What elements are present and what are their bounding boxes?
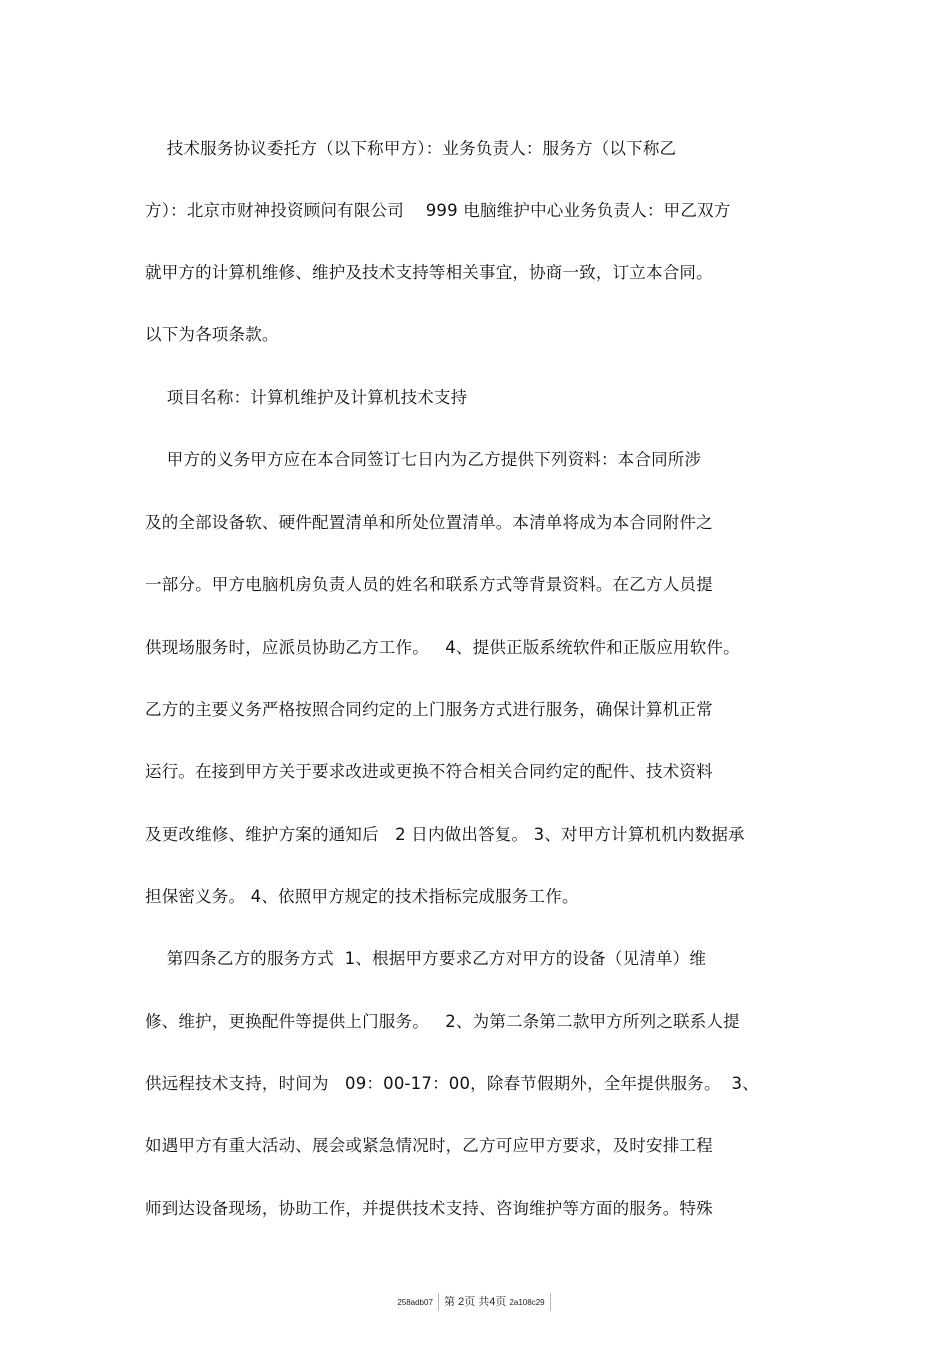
text-line: 担保密义务。 4、依照甲方规定的技术指标完成服务工作。: [145, 887, 579, 906]
page-number: 第 2页 共4页: [444, 1296, 507, 1308]
text-line: 供远程技术支持，时间为 09：00-17：00，除春节假期外，全年提供服务。 3、: [145, 1074, 759, 1093]
footer-left-code: 258adb07: [397, 1298, 433, 1307]
text-line: 及的全部设备软、硬件配置清单和所处位置清单。本清单将成为本合同附件之: [145, 513, 713, 532]
text-line: 甲方的义务甲方应在本合同签订七日内为乙方提供下列资料：本合同所涉: [145, 450, 702, 469]
text-line: 项目名称：计算机维护及计算机技术支持: [145, 388, 468, 407]
text-line: 就甲方的计算机维修、维护及技术支持等相关事宜，协商一致，订立本合同。: [145, 263, 713, 282]
footer-divider: [438, 1293, 439, 1311]
text-line: 一部分。甲方电脑机房负责人员的姓名和联系方式等背景资料。在乙方人员提: [145, 575, 713, 594]
text-line: 乙方的主要义务严格按照合同约定的上门服务方式进行服务，确保计算机正常: [145, 700, 713, 719]
text-line: 供现场服务时，应派员协助乙方工作。 4、提供正版系统软件和正版应用软件。: [145, 638, 740, 657]
text-line: 以下为各项条款。: [145, 325, 279, 344]
text-line: 方）：北京市财神投资顾问有限公司 999 电脑维护中心业务负责人：甲乙双方: [145, 201, 731, 220]
text-line: 及更改维修、维护方案的通知后 2 日内做出答复。 3、对甲方计算机机内数据承: [145, 825, 745, 844]
text-line: 技术服务协议委托方（以下称甲方）：业务负责人：服务方（以下称乙: [145, 139, 677, 158]
text-line: 修、维护，更换配件等提供上门服务。 2、为第二条第二款甲方所列之联系人提: [145, 1012, 740, 1031]
text-line: 运行。在接到甲方关于要求改进或更换不符合相关合同约定的配件、技术资料: [145, 762, 713, 781]
page-footer: [0, 1293, 950, 1311]
footer-divider: [550, 1293, 551, 1311]
text-line: 师到达设备现场，协助工作，并提供技术支持、咨询维护等方面的服务。特殊: [145, 1199, 713, 1218]
text-line: 如遇甲方有重大活动、展会或紧急情况时，乙方可应甲方要求，及时安排工程: [145, 1136, 713, 1155]
footer-right-code: 2a108c29: [509, 1298, 545, 1307]
text-line: 第四条乙方的服务方式 1、根据甲方要求乙方对甲方的设备（见清单）维: [145, 949, 707, 968]
